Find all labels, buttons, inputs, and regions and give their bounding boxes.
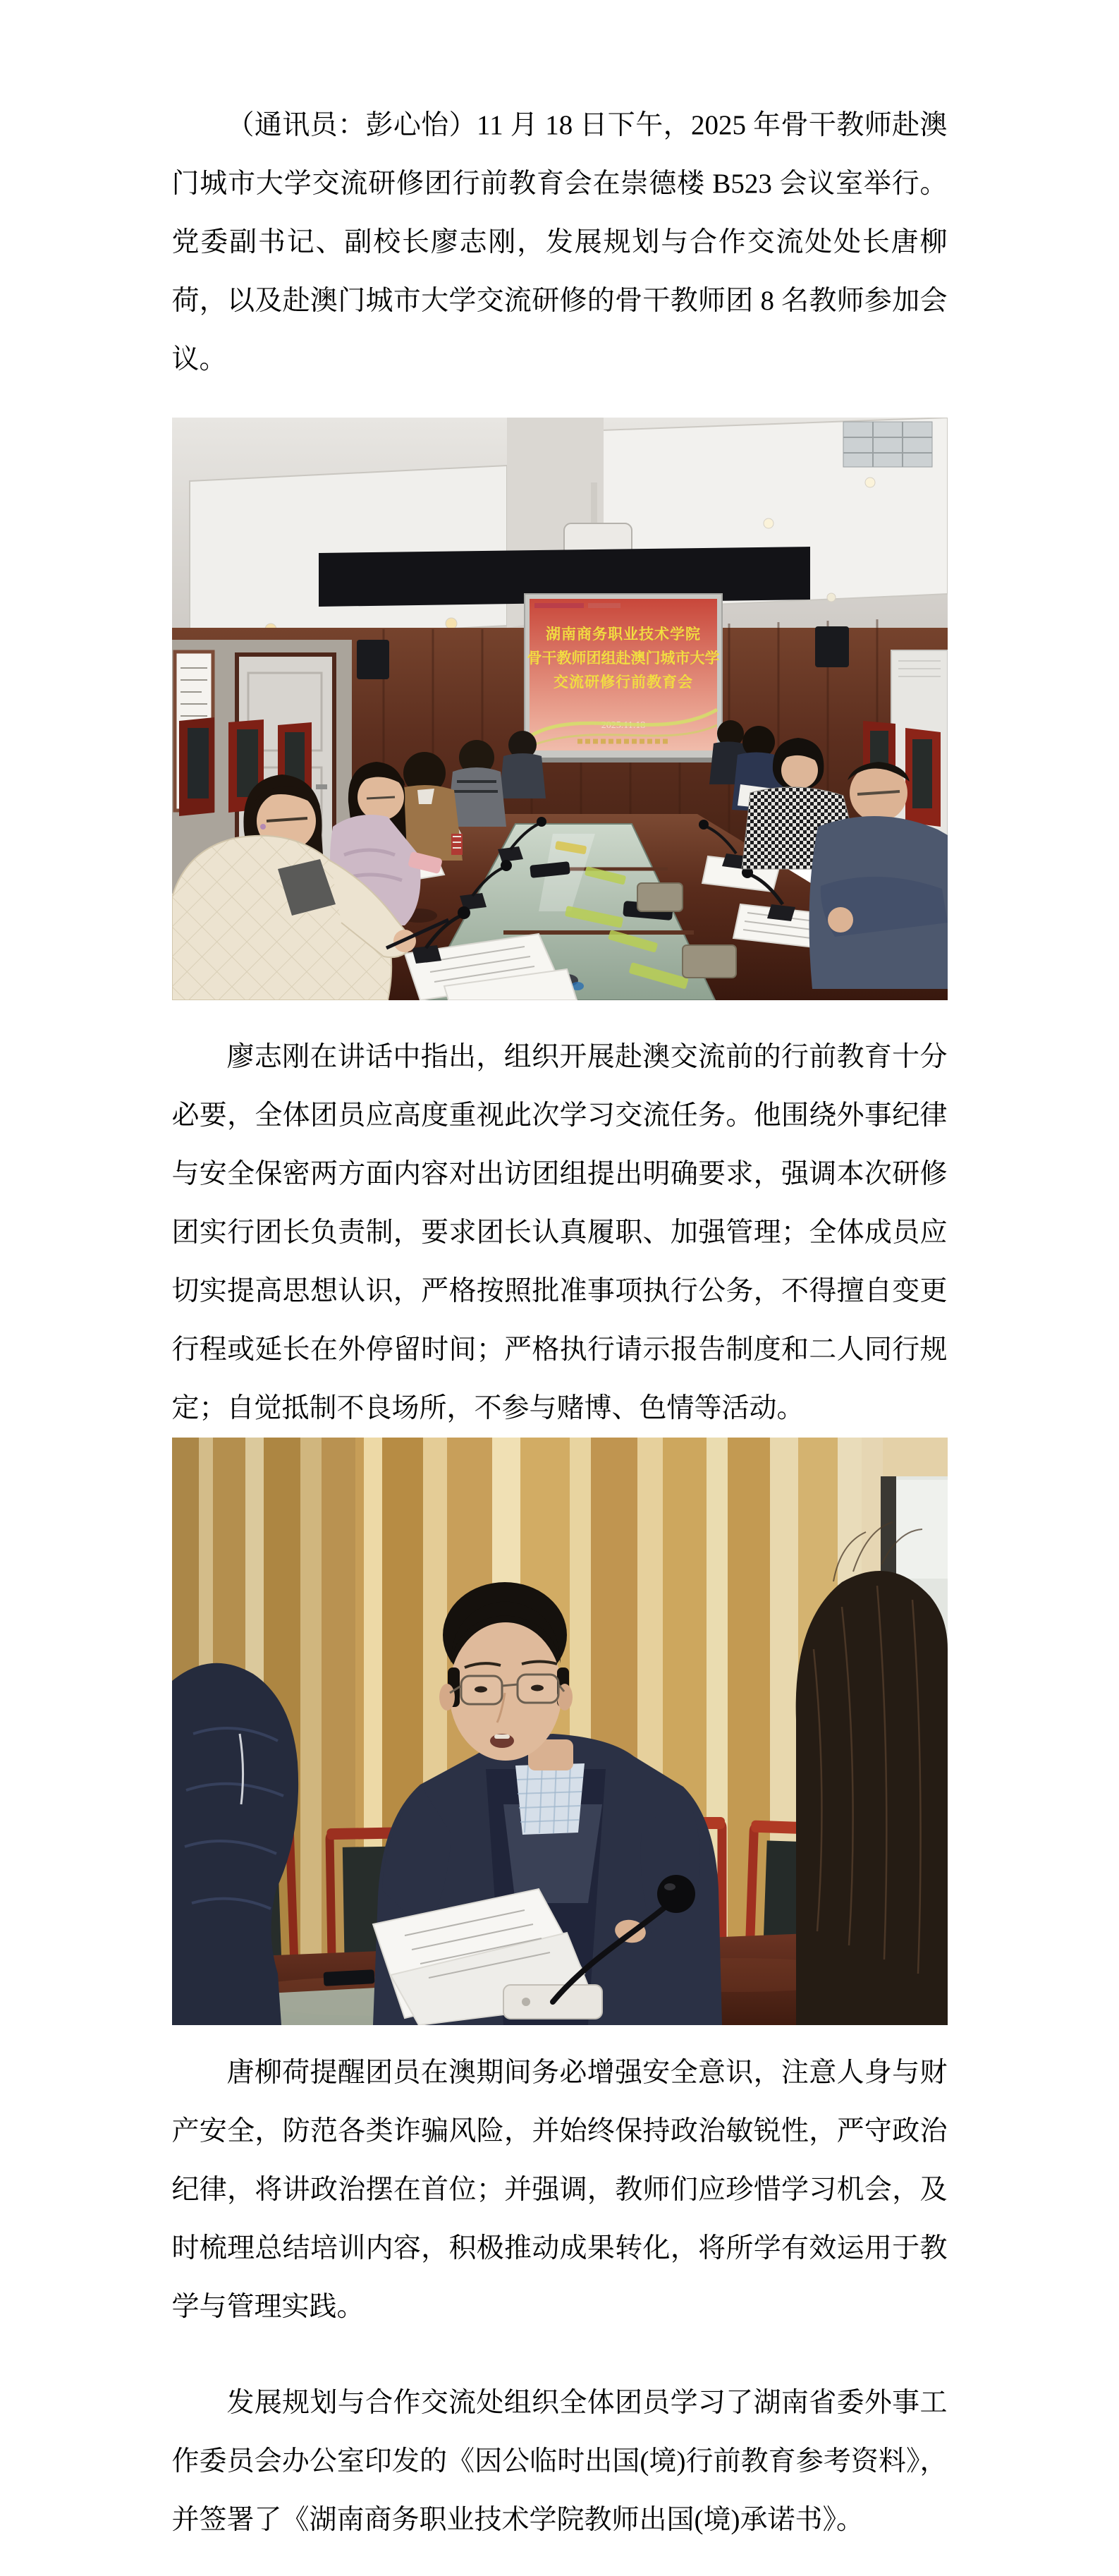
slide-title-line3: 交流研修行前教育会: [553, 674, 693, 691]
speaker-right: [815, 626, 849, 667]
paragraph-intro: （通讯员：彭心怡）11 月 18 日下午，2025 年骨干教师赴澳门城市大学交流研修团行前教育会在崇德楼 B523 会议室举行。党委副书记、副校长廖志刚，发展规划与合作交流处处长唐柳荷，以及赴澳门城市大学交流研修的骨干教师团 8 名教师参加会议。: [171, 110, 948, 375]
slide-title-line2: 骨干教师团组赴澳门城市大学: [527, 650, 719, 667]
paragraph-closing: 发展规划与合作交流处组织全体团员学习了湖南省委外事工作委员会办公室印发的《因公临时出国(境)行前教育参考资料》，并签署了《湖南商务职业技术学院教师出国(境)承诺书》。: [171, 2388, 948, 2535]
speaker-illustration: [172, 1438, 948, 2025]
photo-meeting-room: [172, 418, 948, 1000]
checked-shirt: [515, 1763, 585, 1835]
article-body: [172, 0, 948, 2549]
phone: [323, 1969, 374, 1986]
meeting-room-illustration: [172, 418, 948, 1000]
slide-date: 2025.11.18: [601, 720, 645, 731]
paragraph-liao-remarks: 廖志刚在讲话中指出，组织开展赴澳交流前的行前教育十分必要，全体团员应高度重视此次学习交流任务。他围绕外事纪律与安全保密两方面内容对出访团组提出明确要求，强调本次研修团实行团长负责制，要求团长认真履职、加强管理；全体成员应切实提高思想认识，严格按照批准事项执行公务，不得擅自变更行程或延长在外停留时间；严格执行请示报告制度和二人同行规定；自觉抵制不良场所，不参与赌博、色情等活动。: [171, 1042, 948, 1423]
projection-screen: [525, 594, 722, 763]
slide-title-line1: 湖南商务职业技术学院: [545, 626, 701, 643]
paragraph-tang-remarks: 唐柳荷提醒团员在澳期间务必增强安全意识，注意人身与财产安全，防范各类诈骗风险，并始终保持政治敏锐性，严守政治纪律，将讲政治摆在首位；并强调，教师们应珍惜学习机会，及时梳理总结培训内容，积极推动成果转化，将所学有效运用于教学与管理实践。: [171, 2058, 948, 2322]
speaker-left: [357, 640, 389, 679]
photo-speaker: [172, 1438, 948, 2025]
